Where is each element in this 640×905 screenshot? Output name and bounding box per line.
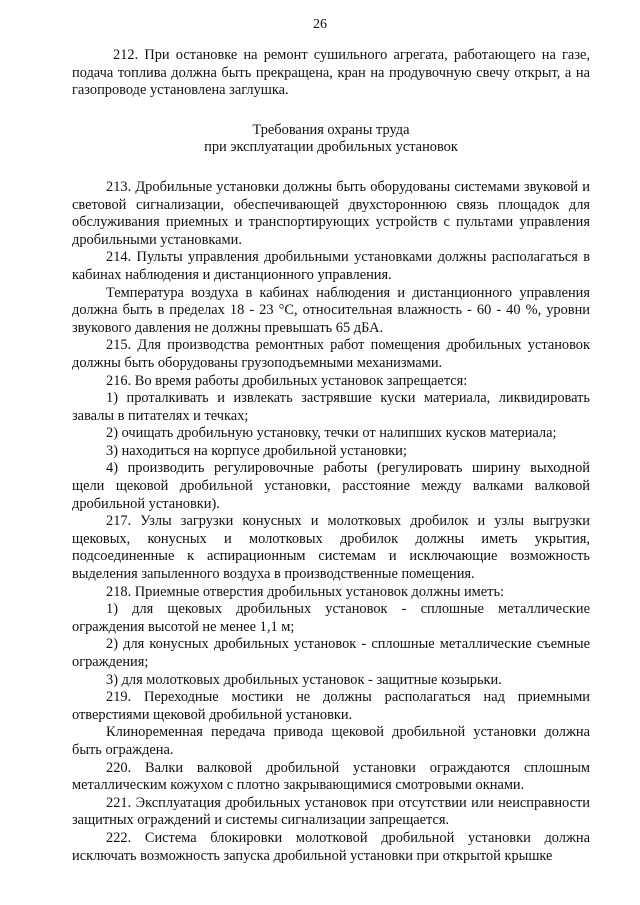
section-heading-line-2: при эксплуатации дробильных установок [204, 139, 458, 156]
paragraph-temperature: Температура воздуха в кабинах наблюдения и дистанционного управления должна быть в пределах 18 - 23 °С, относительная влажность - 60 - 40 %, уровни звукового давления не должны превышать 65 дБА. [72, 284, 590, 336]
paragraph-213: 213. Дробильные установки должны быть оборудованы системами звуковой и световой сигнализации, обеспечивающей двухстороннюю связь площадок для обслуживания приемных и транспортирующих устройств с пультами управления дробильными установками. [72, 178, 590, 248]
paragraph-220: 220. Валки валковой дробильной установки ограждаются сплошным металлическим кожухом с плотно закрывающимися смотровыми окнами. [72, 759, 590, 794]
page-number: 26 [313, 17, 327, 32]
paragraph-218: 218. Приемные отверстия дробильных установок должны иметь: [106, 583, 505, 600]
list-item-218-2: 2) для конусных дробильных установок - сплошные металлические съемные ограждения; [72, 636, 590, 670]
list-item-218-3: 3) для молотковых дробильных установок - защитные козырьки. [106, 671, 502, 688]
paragraph-222: 222. Система блокировки молотковой дробильной установки должна исключать возможность запуска дробильной установки при открытой крышке [72, 829, 590, 864]
document-body [72, 47, 590, 865]
paragraph-212: 212. При остановке на ремонт сушильного агрегата, работающего на газе, подача топлива должна быть прекращена, кран на продувочную свечу открыт, а на газопроводе установлена заглушка. [72, 47, 590, 99]
paragraph-219: 219. Переходные мостики не должны располагаться над приемными отверстиями щековой дробильной установки. [72, 689, 590, 723]
paragraph-216: 216. Во время работы дробильных установок запрещается: [106, 372, 468, 389]
section-heading-line-1: Требования охраны труда [252, 121, 410, 138]
list-item-216-4: 4) производить регулировочные работы (регулировать ширину выходной щели щековой дробильной установки, расстояние между валками валковой дробильной установки). [72, 460, 590, 512]
list-item-216-3: 3) находиться на корпусе дробильной установки; [106, 442, 407, 459]
list-item-216-2: 2) очищать дробильную установку, течки от налипших кусков материала; [106, 425, 557, 442]
paragraph-221: 221. Эксплуатация дробильных установок при отсутствии или неисправности защитных ограждений и системы сигнализации запрещается. [72, 794, 590, 829]
list-item-216-1: 1) проталкивать и извлекать застрявшие куски материала, ликвидировать завалы в питателях и течках; [72, 390, 590, 424]
list-item-218-1: 1) для щековых дробильных установок - сплошные металлические ограждения высотой не менее 1,1 м; [72, 601, 590, 635]
paragraph-215: 215. Для производства ремонтных работ помещения дробильных установок должны быть оборудованы грузоподъемными механизмами. [72, 337, 590, 371]
section-heading [72, 122, 590, 157]
paragraph-217: 217. Узлы загрузки конусных и молотковых дробилок и узлы выгрузки щековых, конусных и молотковых дробилок должны иметь укрытия, подсоединенные к аспирационным системам и исключающие возможность выделения запыленного воздуха в производственные помещения. [72, 513, 590, 583]
paragraph-belt-drive: Клиноременная передача привода щековой дробильной установки должна быть ограждена. [72, 724, 590, 758]
paragraph-214: 214. Пульты управления дробильными установками должны располагаться в кабинах наблюдения и дистанционного управления. [72, 249, 590, 283]
